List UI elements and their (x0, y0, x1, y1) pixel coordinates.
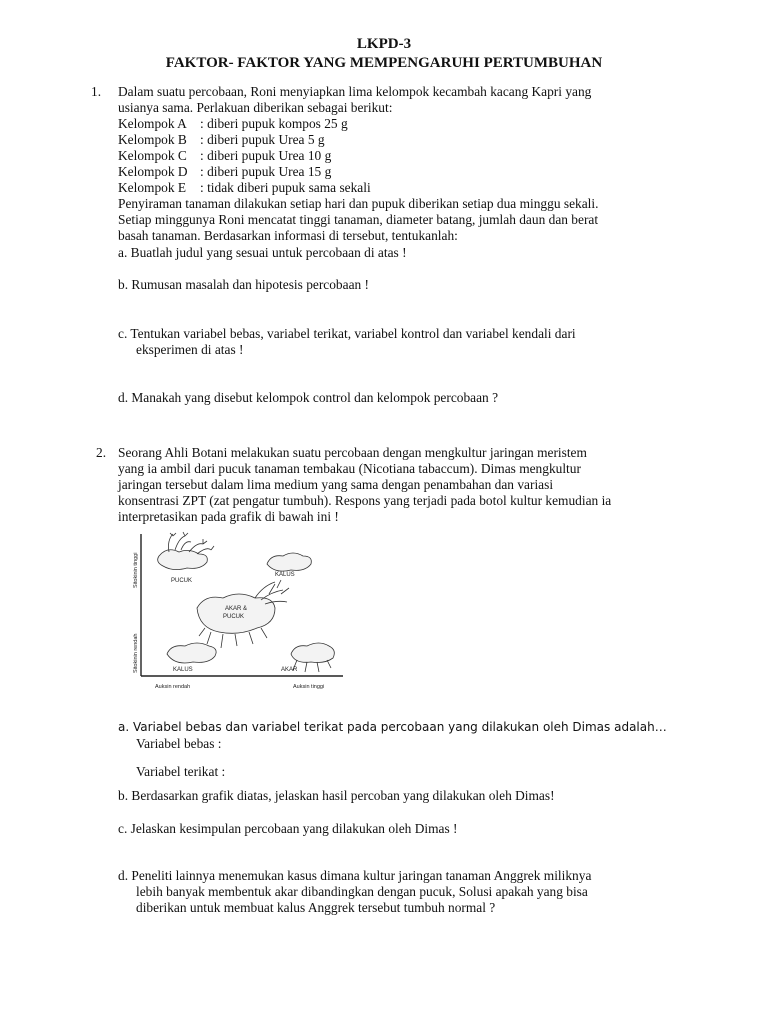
y-label-top: Sitokinin tinggi (133, 552, 139, 588)
q1-group-a-desc: : diberi pupuk kompos 25 g (200, 116, 348, 131)
q2-question-a-line-2: Variabel bebas : (136, 736, 222, 751)
x-label-right: Auksin tinggi (293, 684, 325, 690)
label-akar-pucuk-1: AKAR & (225, 606, 248, 612)
q1-group-d-label: Kelompok D (118, 164, 188, 179)
q1-number: 1. (91, 84, 102, 99)
pucuk-callus-drawing (158, 532, 214, 570)
q2-question-d-line-2: lebih banyak membentuk akar dibandingkan dengan pucuk, Solusi apakah yang bisa (136, 884, 588, 899)
q1-question-a: a. Buatlah judul yang sesuai untuk percobaan di atas ! (118, 245, 407, 260)
label-pucuk: PUCUK (171, 578, 193, 584)
q2-question-a-line-1: a. Variabel bebas dan variabel terikat pada percobaan yang dilakukan oleh Dimas adalah… (118, 720, 667, 734)
q2-line-1: Seorang Ahli Botani melakukan suatu percobaan dengan mengkultur jaringan meristem (118, 445, 587, 460)
kalus-top-drawing (267, 553, 311, 571)
kalus-bottom-drawing (167, 643, 216, 663)
q2-line-4: konsentrasi ZPT (zat pengatur tumbuh). Respons yang terjadi pada botol kultur kemudian ia (118, 493, 612, 508)
q1-question-c-line-2: eksperimen di atas ! (136, 342, 244, 357)
q2-question-a-line-3: Variabel terikat : (136, 764, 226, 779)
q1-group-a-label: Kelompok A (118, 116, 187, 131)
q2-question-d-line-1: d. Peneliti lainnya menemukan kasus dimana kultur jaringan tanaman Anggrek miliknya (118, 868, 592, 883)
q2-line-2: yang ia ambil dari pucuk tanaman tembakau (Nicotiana tabaccum). Dimas mengkultur (118, 461, 581, 476)
label-kalus-bottom: KALUS (173, 667, 193, 673)
label-akar: AKAR (281, 667, 298, 673)
q1-group-b-label: Kelompok B (118, 132, 187, 147)
q1-group-e-desc: : tidak diberi pupuk sama sekali (200, 180, 371, 195)
q2-question-d-line-3: diberikan untuk membuat kalus Anggrek tersebut tumbuh normal ? (136, 900, 496, 915)
q1-body-line-1: Penyiraman tanaman dilakukan setiap hari dan pupuk diberikan setiap dua minggu sekali. (118, 196, 599, 211)
label-kalus-top: KALUS (275, 572, 295, 578)
q1-group-b-desc: : diberi pupuk Urea 5 g (200, 132, 325, 147)
q2-question-c: c. Jelaskan kesimpulan percobaan yang dilakukan oleh Dimas ! (118, 821, 458, 836)
q1-group-d-desc: : diberi pupuk Urea 15 g (200, 164, 332, 179)
q1-group-e-label: Kelompok E (118, 180, 187, 195)
tissue-culture-diagram (115, 528, 350, 700)
q1-question-c-line-1: c. Tentukan variabel bebas, variabel terikat, variabel kontrol dan variabel kendali dari (118, 326, 576, 341)
worksheet-title: FAKTOR- FAKTOR YANG MEMPENGARUHI PERTUMBUHAN (165, 55, 603, 71)
label-akar-pucuk-2: PUCUK (223, 614, 245, 620)
q1-body-line-2: Setiap minggunya Roni mencatat tinggi tanaman, diameter batang, jumlah daun dan berat (118, 212, 599, 227)
q2-line-3: jaringan tersebut dalam lima medium yang sama dengan penambahan dan variasi (118, 477, 554, 492)
q1-intro-line-1: Dalam suatu percobaan, Roni menyiapkan lima kelompok kecambah kacang Kapri yang (118, 84, 592, 99)
akar-drawing (291, 643, 334, 672)
q1-intro-line-2: usianya sama. Perlakuan diberikan sebagai berikut: (118, 100, 393, 115)
q1-group-c-label: Kelompok C (118, 148, 187, 163)
q2-question-b: b. Berdasarkan grafik diatas, jelaskan hasil percoban yang dilakukan oleh Dimas! (118, 788, 555, 803)
q2-line-5: interpretasikan pada grafik di bawah ini ! (118, 509, 339, 524)
q1-body-line-3: basah tanaman. Berdasarkan informasi di tersebut, tentukanlah: (118, 228, 458, 243)
q1-question-d: d. Manakah yang disebut kelompok control dan kelompok percobaan ? (118, 390, 499, 405)
q2-number: 2. (96, 445, 107, 460)
x-label-left: Auksin rendah (155, 684, 191, 690)
q1-question-b: b. Rumusan masalah dan hipotesis percobaan ! (118, 277, 370, 292)
q1-group-c-desc: : diberi pupuk Urea 10 g (200, 148, 332, 163)
worksheet-code: LKPD-3 (356, 36, 412, 52)
y-label-bottom: Sitokinin rendah (133, 633, 139, 673)
